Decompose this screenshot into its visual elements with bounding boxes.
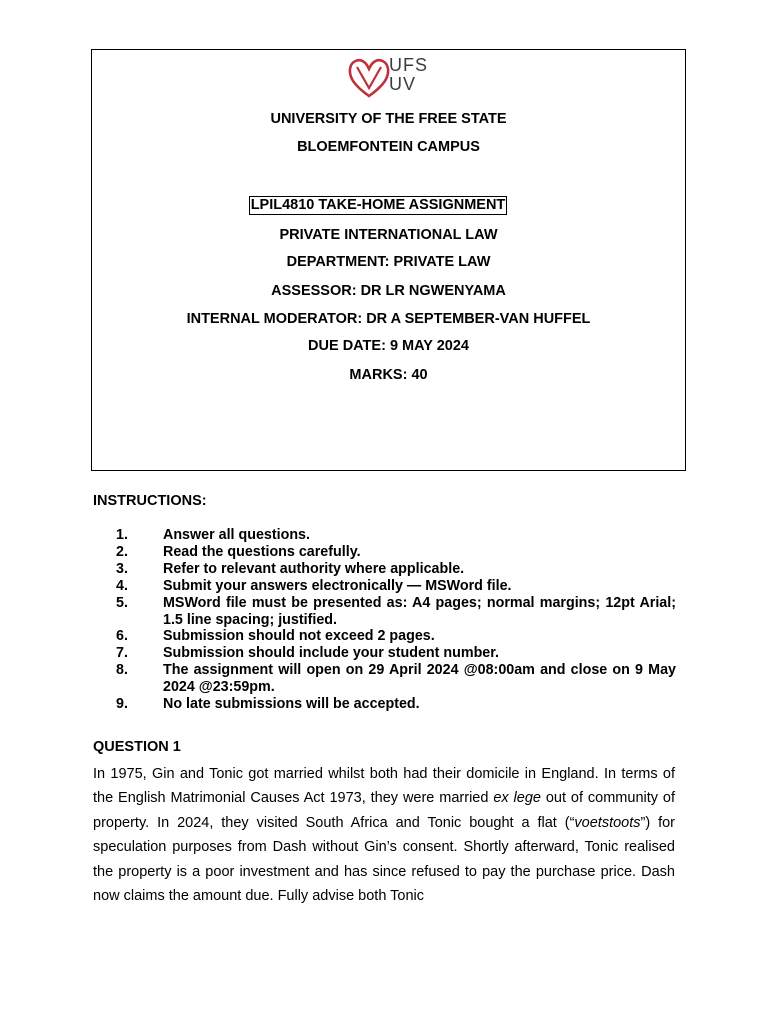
instruction-number: 9. xyxy=(116,696,128,713)
campus-name: BLOEMFONTEIN CAMPUS xyxy=(297,139,480,155)
instruction-text: No late submissions will be accepted. xyxy=(163,696,420,713)
instruction-text: Submit your answers electronically — MSWord file. xyxy=(163,577,512,594)
instruction-number: 7. xyxy=(116,645,128,662)
instruction-text: Submission should not exceed 2 pages. xyxy=(163,628,435,645)
instruction-text: Read the questions carefully. xyxy=(163,543,361,560)
instruction-text: MSWord file must be presented as: A4 pages; normal margins; 12pt Arial; 1.5 line spacing; justified. xyxy=(163,594,676,628)
module-title: LPIL4810 TAKE-HOME ASSIGNMENT xyxy=(250,197,506,213)
instruction-number: 3. xyxy=(116,560,128,577)
question-1-text-part: out of community of property. In 2024, they visited South Africa and Tonic bought a flat (“ xyxy=(93,790,676,831)
instruction-item xyxy=(116,662,676,696)
instruction-text: Submission should include your student number. xyxy=(163,645,500,662)
instruction-number: 5. xyxy=(116,594,128,611)
question-1-heading: QUESTION 1 xyxy=(93,739,181,755)
instruction-number: 6. xyxy=(116,628,128,645)
instruction-item xyxy=(116,561,676,578)
moderator-name: INTERNAL MODERATOR: DR A SEPTEMBER-VAN HUFFEL xyxy=(186,311,591,327)
instruction-item xyxy=(116,527,676,544)
question-1-text-part: In 1975, Gin and Tonic got married whilst both had their domicile in England. In terms of the English Matrimonial Causes Act 1973, they were married xyxy=(93,766,675,807)
instruction-item xyxy=(116,578,676,595)
instruction-number: 1. xyxy=(116,527,128,543)
instruction-text: Refer to relevant authority where applicable. xyxy=(163,560,465,577)
question-1-text-part: ”) for speculation purposes from Dash without Gin’s consent. Shortly afterward, Tonic realised the property is a poor investment and has since refused to pay the purchase price. Dash now claims the amount due. Fully advise both Tonic xyxy=(93,814,675,905)
university-logo xyxy=(347,56,439,100)
assessor-name: ASSESSOR: DR LR NGWENYAMA xyxy=(271,283,506,299)
instruction-number: 4. xyxy=(116,577,128,594)
module-line xyxy=(0,196,756,215)
instruction-item xyxy=(116,595,676,629)
instruction-item xyxy=(116,696,676,713)
instruction-number: 8. xyxy=(116,662,128,679)
ex-lege-term: ex lege xyxy=(493,790,541,807)
question-1-body xyxy=(93,762,675,908)
instruction-text: Answer all questions. xyxy=(163,527,310,543)
instruction-item xyxy=(116,544,676,561)
instructions-list xyxy=(116,527,676,713)
instruction-text: The assignment will open on 29 April 2024 @08:00am and close on 9 May 2024 @23:59pm. xyxy=(163,662,676,696)
marks-total: MARKS: 40 xyxy=(349,367,428,383)
logo-line-1: UFS xyxy=(389,55,428,75)
university-name: UNIVERSITY OF THE FREE STATE xyxy=(270,111,507,127)
logo-wordmark xyxy=(389,56,428,94)
instruction-item xyxy=(116,645,676,662)
subject-name: PRIVATE INTERNATIONAL LAW xyxy=(279,227,498,243)
heart-logo-icon xyxy=(347,56,391,100)
instruction-number: 2. xyxy=(116,543,128,560)
instructions-heading: INSTRUCTIONS: xyxy=(93,493,207,509)
due-date: DUE DATE: 9 MAY 2024 xyxy=(308,338,469,354)
department-name: DEPARTMENT: PRIVATE LAW xyxy=(286,254,491,270)
voetstoots-term: voetstoots xyxy=(574,814,641,831)
logo-line-2: UV xyxy=(389,74,417,94)
instruction-item xyxy=(116,628,676,645)
